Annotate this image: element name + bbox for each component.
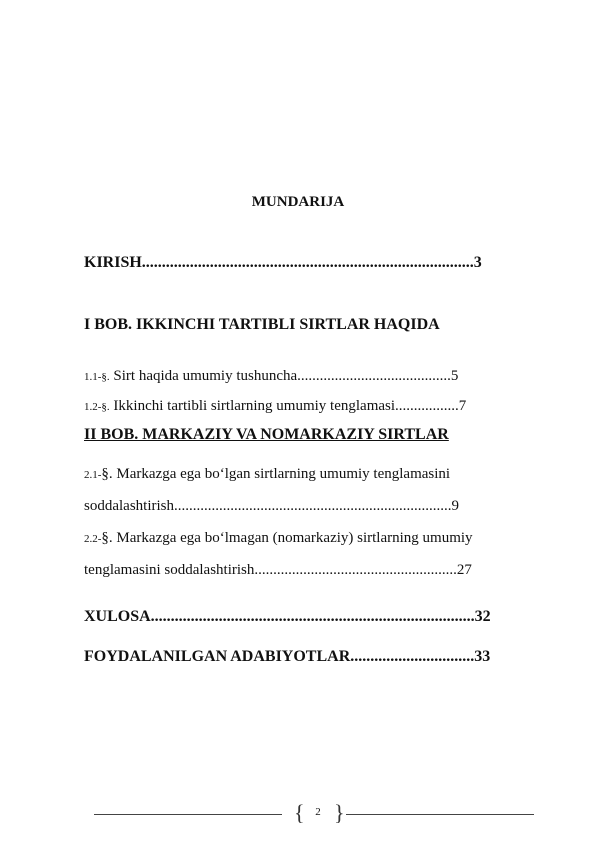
section-title: §. Markazga ega bo‘lgan sirtlarning umumiy tenglamasini xyxy=(101,466,451,482)
toc-entry-2-2-continued[interactable]: tenglamasini soddalashtirish......................................................27 xyxy=(84,562,472,578)
toc-chapter-1[interactable]: I BOB. IKKINCHI TARTIBLI SIRTLAR HAQIDA xyxy=(84,316,440,333)
section-number: 2.1- xyxy=(84,469,102,481)
section-title: §. Markazga ega bo‘lmagan (nomarkaziy) sirtlarning umumiy xyxy=(101,530,473,546)
left-brace-icon: { xyxy=(294,800,305,825)
footer-rule-right xyxy=(346,814,534,815)
toc-entry-1-2[interactable] xyxy=(84,398,466,415)
right-brace-icon: } xyxy=(334,800,345,825)
toc-entry-2-2[interactable] xyxy=(84,530,473,547)
section-number: 1.2-§. xyxy=(84,401,110,413)
section-number: 2.2- xyxy=(84,533,102,545)
section-title: Sirt haqida umumiy tushuncha.........................................5 xyxy=(109,368,459,384)
toc-title: MUNDARIJA xyxy=(251,194,345,210)
toc-entry-xulosa[interactable]: XULOSA.................................................................................32 xyxy=(84,608,491,625)
toc-entry-2-1-continued[interactable]: soddalashtirish..........................................................................9 xyxy=(84,498,459,514)
footer-rule-left xyxy=(94,814,282,815)
section-number: 1.1-§. xyxy=(84,371,110,383)
toc-entry-adabiyotlar[interactable]: FOYDALANILGAN ADABIYOTLAR...............................33 xyxy=(84,648,491,665)
toc-chapter-2[interactable]: II BOB. MARKAZIY VA NOMARKAZIY SIRTLAR xyxy=(84,426,449,443)
page-footer xyxy=(0,800,596,830)
page-number: 2 xyxy=(315,806,321,818)
toc-entry-2-1[interactable] xyxy=(84,466,450,483)
toc-entry-kirish[interactable]: KIRISH...................................................................................3 xyxy=(84,254,482,271)
section-title: Ikkinchi tartibli sirtlarning umumiy tenglamasi.................7 xyxy=(109,398,467,414)
toc-entry-1-1[interactable] xyxy=(84,368,458,385)
